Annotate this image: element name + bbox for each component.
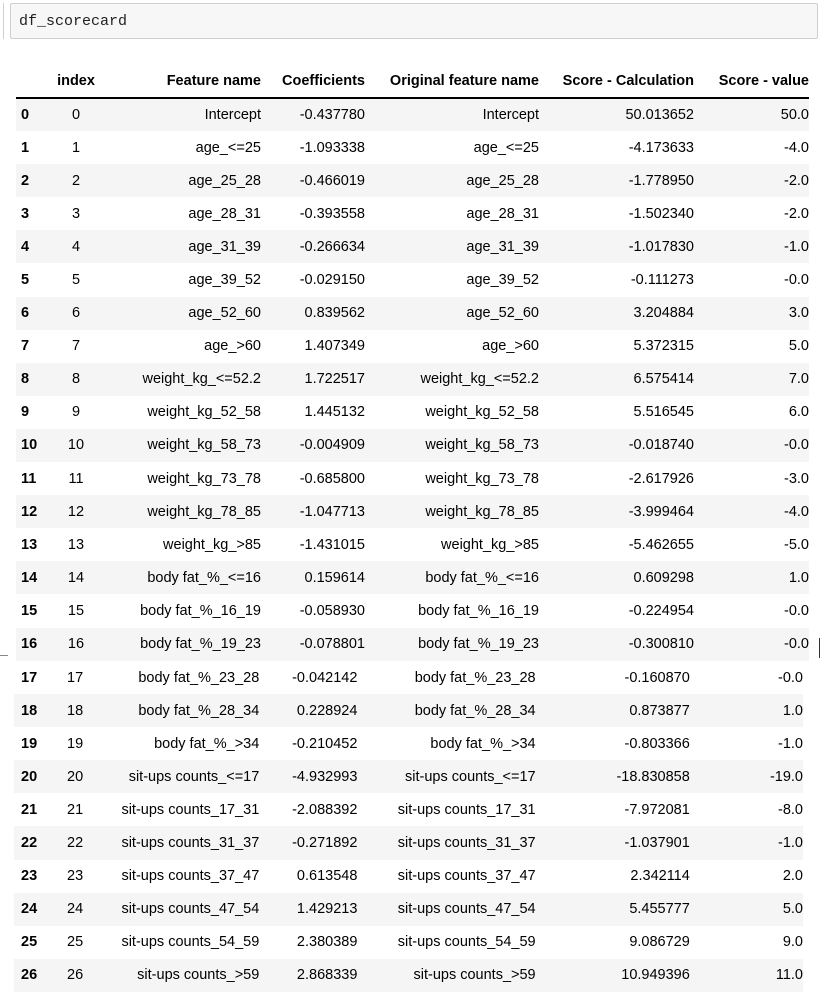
score-calculation-cell: -0.111273	[630, 272, 694, 289]
score-calculation-cell: 0.609298	[633, 569, 694, 586]
table-row	[16, 528, 809, 561]
cell-left-border	[0, 3, 4, 39]
score-calculation-cell: 50.013652	[625, 107, 694, 124]
text-cursor	[819, 638, 820, 658]
score-calculation-cell: -1.017830	[628, 238, 694, 255]
header-original-feature-name: Original feature name	[389, 72, 539, 89]
table-row	[16, 131, 809, 164]
original-feature-name-cell: age_39_52	[466, 272, 539, 289]
row-label: 18	[21, 702, 38, 719]
index-cell: 18	[67, 702, 84, 719]
index-cell: 10	[67, 437, 85, 454]
feature-name-cell: weight_kg_>85	[163, 536, 261, 553]
score-value-cell: 7.0	[788, 371, 809, 388]
feature-name-cell: age_<=25	[195, 139, 261, 156]
feature-name-cell: body fat_%_>34	[154, 735, 260, 752]
coefficient-cell: 2.868339	[296, 967, 358, 984]
original-feature-name-cell: weight_kg_<=52.2	[420, 371, 539, 388]
original-feature-name-cell: sit-ups counts_31_37	[397, 835, 536, 852]
index-cell: 24	[67, 901, 84, 918]
index-cell: 20	[67, 768, 84, 785]
coefficient-cell: -0.078801	[299, 636, 365, 653]
header-row-index	[16, 64, 54, 98]
coefficient-cell: -0.685800	[299, 470, 365, 487]
table-header-row	[16, 64, 809, 98]
table-row	[16, 594, 809, 627]
score-value-cell: -0.0	[784, 272, 809, 289]
index-cell: 14	[67, 569, 85, 586]
index-cell: 26	[67, 967, 84, 984]
feature-name-cell: body fat_%_19_23	[140, 636, 261, 653]
scroll-tick	[0, 655, 8, 656]
original-feature-name-cell: age_28_31	[466, 205, 539, 222]
score-calculation-cell: 5.516545	[633, 404, 694, 421]
original-feature-name-cell: sit-ups counts_54_59	[397, 934, 536, 951]
score-value-cell: -1.0	[784, 238, 809, 255]
table-row	[14, 661, 803, 694]
original-feature-name-cell: sit-ups counts_>59	[413, 967, 536, 984]
score-value-cell: -2.0	[784, 205, 809, 222]
original-feature-name-cell: sit-ups counts_47_54	[397, 901, 536, 918]
feature-name-cell: age_52_60	[188, 305, 261, 322]
index-cell: 0	[71, 107, 81, 124]
index-cell: 7	[71, 338, 81, 355]
row-label: 20	[21, 768, 38, 785]
index-cell: 23	[67, 868, 84, 885]
original-feature-name-cell: body fat_%_16_19	[418, 602, 539, 619]
index-cell: 25	[67, 934, 84, 951]
row-label: 4	[21, 238, 30, 255]
index-cell: 21	[67, 801, 84, 818]
index-cell: 17	[67, 669, 84, 686]
score-calculation-cell: -0.160870	[624, 669, 690, 686]
row-label: 13	[21, 536, 38, 553]
table-row	[16, 197, 809, 230]
row-label: 9	[21, 404, 30, 421]
coefficient-cell: -0.266634	[299, 238, 365, 255]
row-label: 17	[21, 669, 38, 686]
original-feature-name-cell: weight_kg_78_85	[425, 503, 539, 520]
header-coefficients: Coefficients	[282, 72, 365, 89]
score-value-cell: -0.0	[784, 636, 809, 653]
original-feature-name-cell: age_25_28	[466, 172, 539, 189]
header-index: index	[57, 72, 95, 89]
index-cell: 5	[71, 272, 81, 289]
score-value-cell: -0.0	[784, 602, 809, 619]
score-value-cell: 1.0	[788, 569, 809, 586]
coefficient-cell: -0.466019	[299, 172, 365, 189]
score-value-cell: 5.0	[782, 901, 803, 918]
row-label: 11	[21, 470, 37, 487]
score-calculation-cell: 9.086729	[629, 934, 690, 951]
score-value-cell: 11.0	[775, 967, 803, 984]
feature-name-cell: sit-ups counts_>59	[137, 967, 260, 984]
score-value-cell: -3.0	[784, 470, 809, 487]
score-value-cell: 5.0	[788, 338, 809, 355]
table-row	[14, 893, 803, 926]
feature-name-cell: age_>60	[204, 338, 261, 355]
table-row	[16, 561, 809, 594]
table-row	[16, 429, 809, 462]
feature-name-cell: body fat_%_28_34	[138, 702, 260, 719]
coefficient-cell: -1.093338	[299, 139, 365, 156]
row-label: 3	[21, 205, 30, 222]
row-label: 1	[21, 139, 30, 156]
score-value-cell: -19.0	[769, 768, 803, 785]
index-cell: 8	[71, 371, 81, 388]
table-row	[14, 860, 803, 893]
score-calculation-cell: 10.949396	[621, 967, 690, 984]
score-calculation-cell: -3.999464	[628, 503, 694, 520]
original-feature-name-cell: body fat_%_<=16	[425, 569, 539, 586]
coefficient-cell: 2.380389	[296, 934, 358, 951]
score-calculation-cell: 3.204884	[633, 305, 694, 322]
table-row	[16, 263, 809, 296]
original-feature-name-cell: Intercept	[482, 107, 539, 124]
score-value-cell: -5.0	[784, 536, 809, 553]
row-label: 12	[21, 503, 38, 520]
original-feature-name-cell: weight_kg_58_73	[425, 437, 539, 454]
original-feature-name-cell: weight_kg_73_78	[425, 470, 539, 487]
score-calculation-cell: 0.873877	[629, 702, 690, 719]
original-feature-name-cell: age_31_39	[466, 238, 539, 255]
row-label: 15	[21, 602, 38, 619]
table-row	[16, 164, 809, 197]
original-feature-name-cell: body fat_%_23_28	[414, 669, 536, 686]
table-row	[16, 396, 809, 429]
index-cell: 13	[67, 536, 85, 553]
coefficient-cell: 1.722517	[304, 371, 365, 388]
score-calculation-cell: -0.803366	[624, 735, 690, 752]
index-cell: 22	[67, 835, 84, 852]
feature-name-cell: sit-ups counts_37_47	[121, 868, 260, 885]
score-calculation-cell: -5.462655	[628, 536, 694, 553]
table-row	[14, 959, 803, 992]
score-value-cell: 1.0	[782, 702, 803, 719]
score-calculation-cell: 2.342114	[630, 868, 690, 885]
feature-name-cell: body fat_%_23_28	[138, 669, 260, 686]
table-row	[16, 462, 809, 495]
table-row	[14, 727, 803, 760]
table-row	[16, 330, 809, 363]
score-calculation-cell: 6.575414	[633, 371, 694, 388]
coefficient-cell: 0.228924	[296, 702, 358, 719]
feature-name-cell: sit-ups counts_31_37	[121, 835, 260, 852]
table-row	[16, 297, 809, 330]
row-label: 8	[21, 371, 30, 388]
feature-name-cell: sit-ups counts_17_31	[121, 801, 260, 818]
original-feature-name-cell: sit-ups counts_<=17	[405, 768, 536, 785]
score-value-cell: -4.0	[784, 139, 809, 156]
score-calculation-cell: -18.830858	[616, 768, 690, 785]
coefficient-cell: 0.613548	[296, 868, 358, 885]
index-cell: 1	[71, 139, 81, 156]
score-calculation-cell: 5.455777	[629, 901, 690, 918]
row-label: 2	[21, 172, 30, 189]
index-cell: 6	[71, 305, 81, 322]
original-feature-name-cell: body fat_%_>34	[430, 735, 536, 752]
index-cell: 19	[67, 735, 84, 752]
feature-name-cell: weight_kg_<=52.2	[142, 371, 261, 388]
row-label: 24	[21, 901, 38, 918]
table-row	[14, 760, 803, 793]
table-row	[14, 694, 803, 727]
feature-name-cell: age_25_28	[188, 172, 261, 189]
row-label: 10	[21, 437, 38, 454]
feature-name-cell: Intercept	[204, 107, 261, 124]
score-calculation-cell: -1.037901	[624, 835, 690, 852]
score-calculation-cell: 5.372315	[633, 338, 694, 355]
row-label: 21	[21, 801, 38, 818]
index-cell: 3	[71, 205, 81, 222]
coefficient-cell: -0.058930	[299, 602, 365, 619]
feature-name-cell: weight_kg_78_85	[147, 503, 261, 520]
coefficient-cell: -2.088392	[292, 801, 358, 818]
index-cell: 15	[67, 602, 85, 619]
score-calculation-cell: -0.224954	[628, 602, 694, 619]
feature-name-cell: weight_kg_73_78	[147, 470, 261, 487]
score-value-cell: 9.0	[782, 934, 803, 951]
score-value-cell: -8.0	[778, 801, 803, 818]
row-label: 7	[21, 338, 30, 355]
index-cell: 9	[71, 404, 81, 421]
score-calculation-cell: -0.018740	[628, 437, 694, 454]
coefficient-cell: -0.393558	[299, 205, 365, 222]
table-row	[16, 363, 809, 396]
dataframe-table-continued	[14, 661, 803, 992]
score-value-cell: -1.0	[778, 735, 803, 752]
coefficient-cell: -0.042142	[292, 669, 358, 686]
score-value-cell: 3.0	[788, 305, 809, 322]
score-calculation-cell: -2.617926	[628, 470, 694, 487]
score-value-cell: -2.0	[784, 172, 809, 189]
feature-name-cell: age_31_39	[188, 238, 261, 255]
original-feature-name-cell: age_<=25	[473, 139, 539, 156]
coefficient-cell: -4.932993	[292, 768, 358, 785]
row-label: 5	[21, 272, 30, 289]
code-input-cell[interactable]	[10, 3, 818, 39]
code-text: df_scorecard	[19, 13, 128, 30]
header-score-value: Score - value	[718, 72, 809, 89]
index-cell: 2	[71, 172, 81, 189]
coefficient-cell: 0.839562	[304, 305, 365, 322]
coefficient-cell: -0.271892	[292, 835, 358, 852]
score-calculation-cell: -1.502340	[628, 205, 694, 222]
coefficient-cell: -0.029150	[299, 272, 365, 289]
score-calculation-cell: -7.972081	[624, 801, 690, 818]
score-value-cell: 6.0	[788, 404, 809, 421]
row-label: 22	[21, 835, 38, 852]
score-value-cell: -0.0	[778, 669, 803, 686]
score-value-cell: 2.0	[782, 868, 803, 885]
original-feature-name-cell: body fat_%_28_34	[414, 702, 536, 719]
original-feature-name-cell: sit-ups counts_17_31	[397, 801, 536, 818]
table-row	[16, 628, 809, 661]
row-label: 19	[21, 735, 38, 752]
original-feature-name-cell: weight_kg_52_58	[425, 404, 539, 421]
coefficient-cell: 1.445132	[304, 404, 365, 421]
original-feature-name-cell: sit-ups counts_37_47	[397, 868, 536, 885]
score-value-cell: -1.0	[778, 835, 803, 852]
coefficient-cell: -1.431015	[299, 536, 365, 553]
index-cell: 4	[71, 238, 81, 255]
coefficient-cell: -0.004909	[299, 437, 365, 454]
coefficient-cell: -1.047713	[299, 503, 365, 520]
score-calculation-cell: -4.173633	[628, 139, 694, 156]
feature-name-cell: sit-ups counts_47_54	[121, 901, 260, 918]
index-cell: 12	[67, 503, 85, 520]
coefficient-cell: 1.407349	[304, 338, 365, 355]
row-label: 6	[21, 305, 30, 322]
feature-name-cell: sit-ups counts_<=17	[128, 768, 260, 785]
feature-name-cell: body fat_%_<=16	[147, 569, 261, 586]
feature-name-cell: sit-ups counts_54_59	[121, 934, 260, 951]
original-feature-name-cell: body fat_%_19_23	[418, 636, 539, 653]
coefficient-cell: 0.159614	[304, 569, 365, 586]
original-feature-name-cell: age_>60	[482, 338, 539, 355]
feature-name-cell: weight_kg_58_73	[147, 437, 261, 454]
row-label: 16	[21, 636, 38, 653]
table-row	[16, 230, 809, 263]
dataframe-table	[16, 64, 809, 661]
table-row	[14, 793, 803, 826]
row-label: 0	[21, 107, 30, 124]
header-feature-name: Feature name	[166, 72, 261, 89]
table-row	[16, 98, 809, 131]
row-label: 26	[21, 967, 38, 984]
coefficient-cell: -0.437780	[299, 107, 365, 124]
table-row	[14, 826, 803, 859]
score-value-cell: 50.0	[780, 107, 809, 124]
row-label: 23	[21, 868, 38, 885]
score-calculation-cell: -0.300810	[628, 636, 694, 653]
index-cell: 11	[68, 470, 84, 487]
score-value-cell: -0.0	[784, 437, 809, 454]
row-label: 14	[21, 569, 38, 586]
coefficient-cell: -0.210452	[292, 735, 358, 752]
header-score-calculation: Score - Calculation	[562, 72, 694, 89]
score-calculation-cell: -1.778950	[628, 172, 694, 189]
coefficient-cell: 1.429213	[296, 901, 358, 918]
feature-name-cell: body fat_%_16_19	[140, 602, 261, 619]
row-label: 25	[21, 934, 38, 951]
table-row	[14, 926, 803, 959]
original-feature-name-cell: weight_kg_>85	[441, 536, 539, 553]
feature-name-cell: weight_kg_52_58	[147, 404, 261, 421]
table-row	[16, 495, 809, 528]
feature-name-cell: age_28_31	[188, 205, 261, 222]
score-value-cell: -4.0	[784, 503, 809, 520]
original-feature-name-cell: age_52_60	[466, 305, 539, 322]
index-cell: 16	[67, 636, 85, 653]
feature-name-cell: age_39_52	[188, 272, 261, 289]
